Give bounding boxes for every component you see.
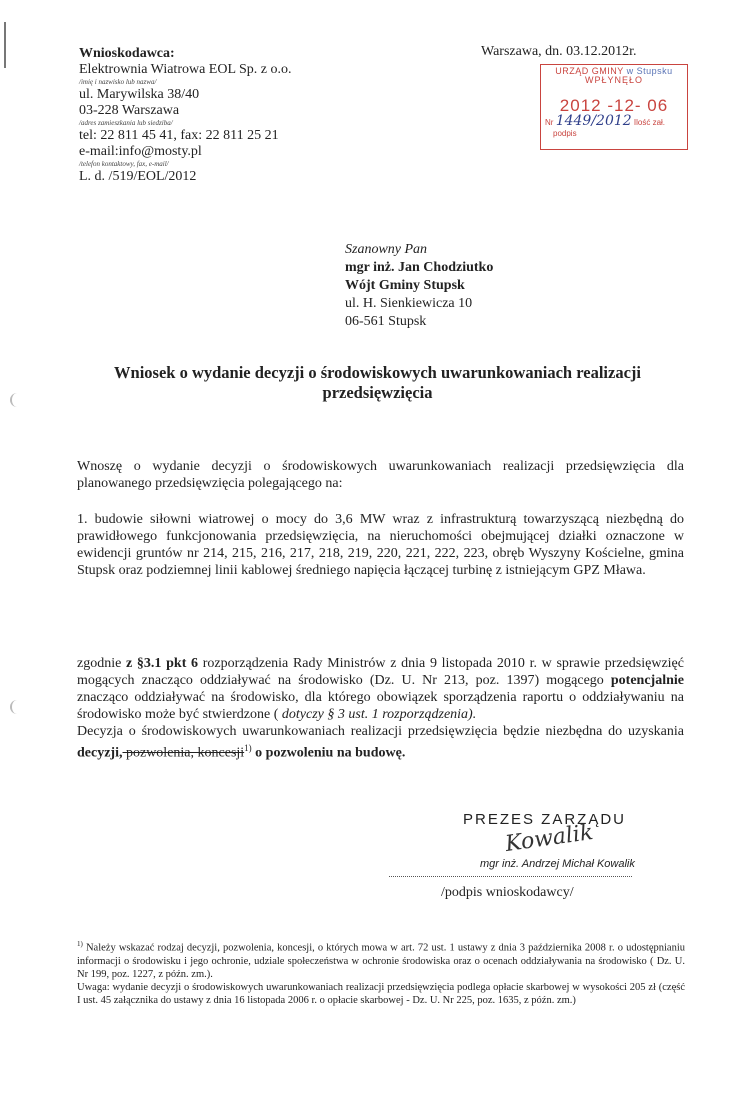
legal-basis-paragraph — [77, 655, 684, 762]
legal-italic-ref: dotyczy § 3 ust. 1 rozporządzenia). — [281, 707, 477, 722]
project-description-paragraph: 1. budowie siłowni wiatrowej o mocy do 3,6 MW wraz z infrastrukturą towarzyszącą niezbędną do prawidłowego funkcjonowania przedsięwzięcia, na nieruchomości obejmującej działki oznaczone w ewidencji gruntów nr 214, 215, 216, 217, 218, 219, 220, 221, 222, 223, obręb Wyszyny Kościelne, gmina Stupsk oraz podziemnej linii kablowej średniego napięcia łączącej turbinę z istniejącym GPZ Mława. — [77, 512, 684, 578]
request-paragraph: Wnoszę o wydanie decyzji o środowiskowych uwarunkowaniach realizacji przedsięwzięcia dla planowanego przedsięwzięcia polegającego na: — [77, 459, 684, 491]
legal-text: rozporządzenia Rady Ministrów z dnia 9 listopada 2010 r. w sprawie przedsięwzięć mogących znacząco oddziaływać na środowisko (Dz. U. Nr 213, poz. 1397) mogącego — [77, 656, 684, 688]
decision-building-permit: o pozwoleniu na budowę. — [251, 745, 406, 761]
applicant-street: ul. Marywilska 38/40 — [79, 87, 200, 102]
legal-section-ref: z §3.1 pkt 6 — [126, 656, 199, 671]
applicant-name: Elektrownia Wiatrowa EOL Sp. z o.o. — [79, 62, 292, 77]
applicant-phone: tel: 22 811 45 41, fax: 22 811 25 21 — [79, 128, 279, 143]
footnote-1 — [77, 938, 685, 981]
addressee-salutation: Szanowny Pan — [345, 242, 428, 257]
addressee-block — [345, 241, 493, 331]
scan-edge-mark — [4, 22, 6, 68]
applicant-reference: L. d. /519/EOL/2012 — [79, 169, 197, 184]
decision-emphasis: decyzji, — [77, 745, 123, 761]
decision-text: Decyzja o środowiskowych uwarunkowaniach realizacji przedsięwzięcia będzie niezbędna do uzyskania — [77, 724, 684, 739]
stamp-date: 2012 -12- 06 — [559, 96, 669, 115]
applicant-name-hint: /imię i nazwisko lub nazwa/ — [79, 78, 157, 86]
addressee-role: Wójt Gminy Stupsk — [345, 278, 465, 293]
stamp-received: WPŁYNĘŁO — [584, 75, 643, 85]
addressee-street: ul. H. Sienkiewicza 10 — [345, 296, 473, 311]
handwritten-signature: Kowalik — [503, 819, 595, 858]
stamp-office-city: w Stupsku — [626, 66, 673, 76]
signature-caption: /podpis wnioskodawcy/ — [441, 885, 574, 900]
legal-text: zgodnie — [77, 656, 127, 671]
stamp-nr-label: Nr — [545, 118, 554, 127]
footnote-marker: 1) — [244, 743, 252, 753]
applicant-contact-hint: /telefon kontaktowy, fax, e-mail/ — [79, 160, 169, 168]
stamp-signature-label: podpis — [553, 129, 577, 138]
legal-text: znacząco oddziaływać na środowisko, dla którego obowiązek sporządzenia raportu o oddziaływaniu na środowisko może być stwierdzone ( — [77, 690, 684, 722]
punch-hole-mark — [10, 393, 24, 407]
legal-emphasis: potencjalnie — [610, 673, 684, 688]
applicant-address-hint: /adres zamieszkania lub siedziba/ — [79, 119, 173, 127]
footnotes-block — [77, 938, 685, 1007]
applicant-block — [79, 46, 409, 185]
applicant-email: e-mail:info@mosty.pl — [79, 144, 202, 159]
addressee-city: 06-561 Stupsk — [345, 314, 427, 329]
footnote-note: Uwaga: wydanie decyzji o środowiskowych uwarunkowaniach realizacji przedsięwzięcia podlega opłacie skarbowej w wysokości 205 zł (część I ust. 45 załącznika do ustawy z dnia 16 listopada 2006 r. o opłacie skarbowej - Dz. U. Nr 225, poz. 1635, z późn. zm.) — [77, 981, 685, 1006]
signature-line — [389, 876, 632, 877]
document-title: Wniosek o wydanie decyzji o środowiskowych uwarunkowaniach realizacji przedsięwzięcia — [114, 363, 641, 402]
addressee-name: mgr inż. Jan Chodziutko — [345, 260, 494, 275]
footnote-1-marker: 1) — [77, 940, 83, 948]
stamp-nr-handwritten: 1449/2012 — [555, 113, 632, 129]
applicant-label: Wnioskodawca: — [79, 46, 175, 61]
applicant-city: 03-228 Warszawa — [79, 103, 180, 118]
signature-stamp-name: mgr inż. Andrzej Michał Kowalik — [480, 858, 635, 870]
receipt-stamp — [540, 64, 688, 150]
stamp-attachments: Ilość zał. — [633, 118, 666, 127]
punch-hole-mark — [10, 700, 24, 714]
signature-stamp-title: PREZES ZARZĄDU — [463, 811, 627, 828]
footnote-1-text: Należy wskazać rodzaj decyzji, pozwolenia, koncesji, o których mowa w art. 72 ust. 1 ustawy z dnia 3 października 2008 r. o udostępnianiu informacji o środowisku i jego ochronie, udziale społeczeństwa w ochronie środowiska oraz o ocenach oddziaływania na środowisko ( Dz. U. Nr 199, poz. 1227, z późn. zm.). — [77, 942, 685, 980]
place-date: Warszawa, dn. 03.12.2012r. — [481, 44, 637, 59]
stamp-office: URZĄD GMINY — [555, 66, 624, 76]
struck-options: pozwolenia, koncesji — [122, 745, 245, 761]
